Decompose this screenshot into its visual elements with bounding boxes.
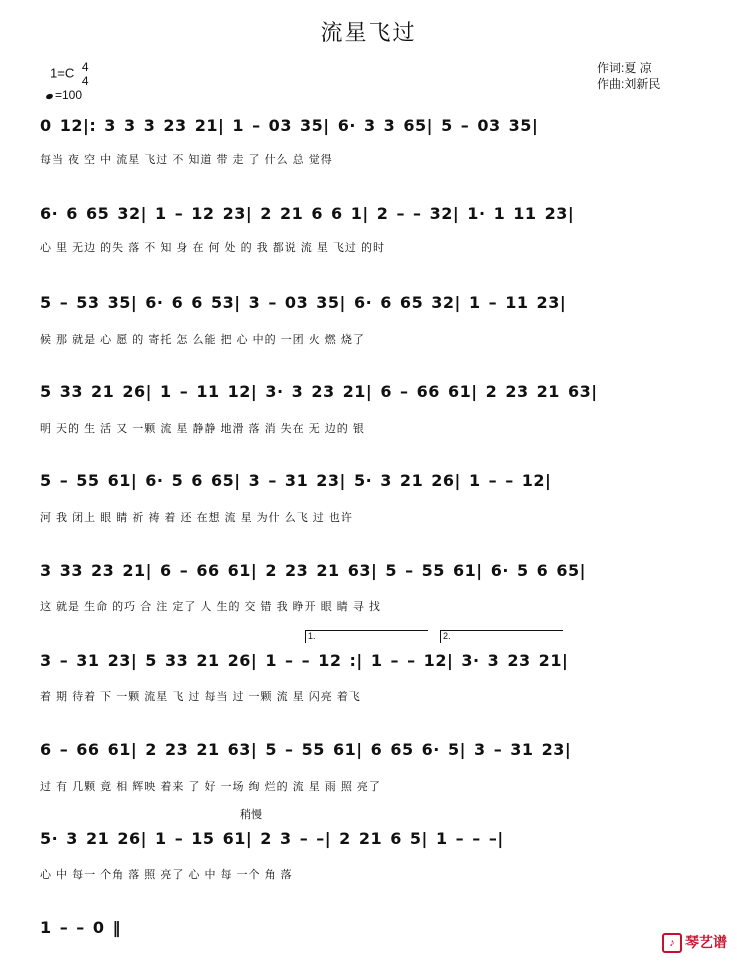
key-label: 1=C [50,65,75,81]
lyrics-line: 着 期 待着 下 一颗 流星 飞 过 每当 过 一颗 流 星 闪亮 着飞 [40,691,361,703]
lyrics-line: 明 天的 生 活 又 一颗 流 星 静静 地滑 落 消 失在 无 边的 银 [40,423,365,435]
logo-icon: ♪ [662,933,682,953]
lyrics-line: 河 我 闭上 眼 睛 祈 祷 着 还 在想 流 星 为什 么飞 过 也许 [40,512,353,524]
notes-line: 0 12|: 3 3 3 23 21| 1 – 03 35| 6· 3 3 65| 5 – 03 35| [40,116,539,135]
notes-line: 1 – – 0 ‖ [40,918,122,937]
notes-line: 6· 6 65 32| 1 – 12 23| 2 21 6 6 1| 2 – – 32| 1· 1 11 23| [40,204,575,223]
notes-line: 3 – 31 23| 5 33 21 26| 1 – – 12 :| 1 – – 12| 3· 3 23 21| [40,651,569,670]
composer: 作曲:刘新民 [597,77,661,91]
lyrics-line: 心 中 每一 个角 落 照 亮了 心 中 每 一个 角 落 [40,869,293,881]
time-signature [82,60,89,88]
lyrics-line: 候 那 就是 心 愿 的 寄托 怎 么能 把 心 中的 一团 火 燃 烧了 [40,334,365,346]
notes-line: 5 – 55 61| 6· 5 6 65| 3 – 31 23| 5· 3 21 26| 1 – – 12| [40,471,552,490]
volta-first: 1. [305,630,428,643]
lyrics-line: 过 有 几颗 竟 相 辉映 着来 了 好 一场 绚 烂的 流 星 雨 照 亮了 [40,781,381,793]
lyrics-line: 心 里 无边 的失 落 不 知 身 在 何 处 的 我 都说 流 星 飞过 的时 [40,242,385,254]
notes-line: 6 – 66 61| 2 23 21 63| 5 – 55 61| 6 65 6· 5| 3 – 31 23| [40,740,572,759]
notes-line: 5· 3 21 26| 1 – 15 61| 2 3 – –| 2 21 6 5| 1 – – –| [40,829,504,848]
notes-line: 3 33 23 21| 6 – 66 61| 2 23 21 63| 5 – 55 61| 6· 5 6 65| [40,561,586,580]
volta-second: 2. [440,630,563,643]
score-title: 流星飞过 [320,21,417,46]
notes-line: 5 33 21 26| 1 – 11 12| 3· 3 23 21| 6 – 66 61| 2 23 21 63| [40,382,598,401]
lyrics-line: 每当 夜 空 中 流星 飞过 不 知道 带 走 了 什么 总 觉得 [40,154,333,166]
lyricist: 作词:夏 凉 [597,61,652,75]
time-top: 4 [81,60,89,74]
lyrics-line: 这 就是 生命 的巧 合 注 定了 人 生的 交 错 我 睁开 眼 睛 寻 找 [40,601,381,613]
key-signature [50,60,89,88]
site-logo: ♪ 琴艺谱 [662,932,727,953]
tempo-value: =100 [55,88,83,102]
quarter-note-icon [45,93,53,100]
time-bottom: 4 [81,74,89,88]
slower-marking: 稍慢 [240,809,262,821]
tempo-marking [46,88,82,102]
credits [597,60,660,92]
notes-line: 5 – 53 35| 6· 6 6 53| 3 – 03 35| 6· 6 65 32| 1 – 11 23| [40,293,567,312]
